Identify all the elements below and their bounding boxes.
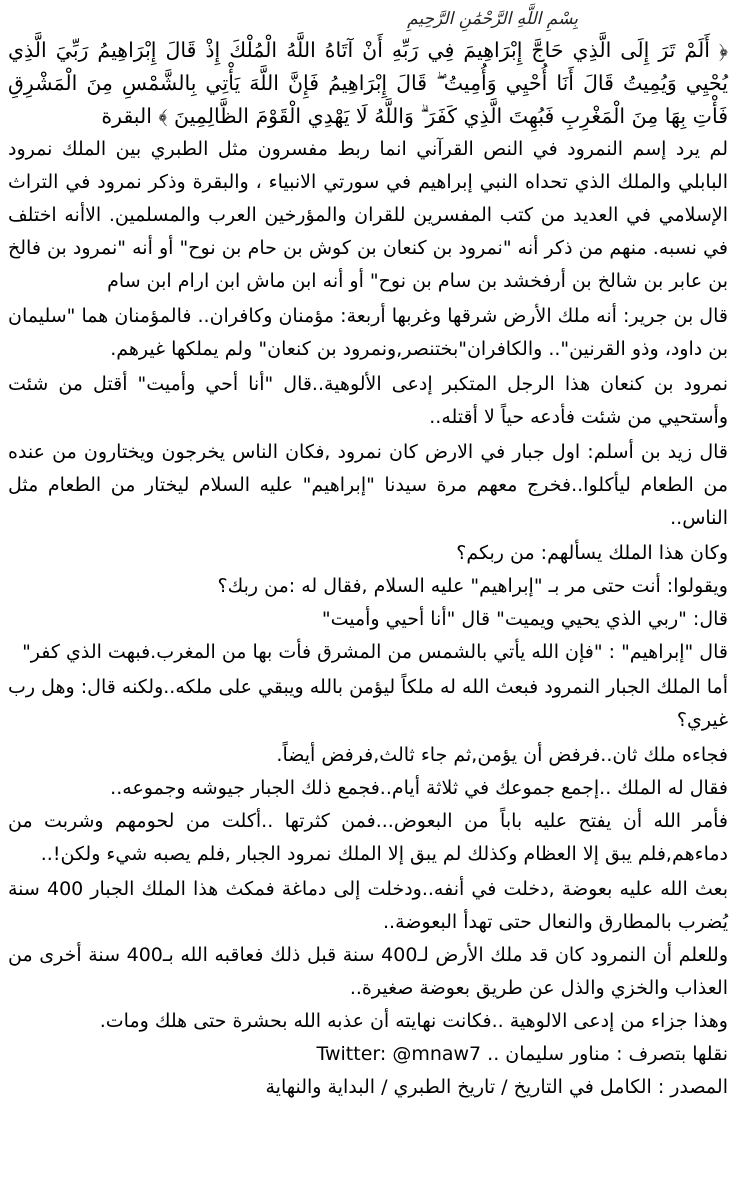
paragraph-zaid-ibn-aslam: قال زيد بن أسلم: اول جبار في الارض كان نمرود ,فكان الناس يخرجون ويختارون من عنده من الطعام ليأكلوا..فخرج معهم مرة سيدنا "إبراهيم" عليه السلام ليختار من الطعام مثل الناس.. — [8, 441, 728, 529]
paragraph-intro: لم يرد إسم النمرود في النص القرآني انما ربط مفسرون مثل الطبري بين الملك نمرود البابلي والملك الذي تحداه النبي إبراهيم في سورتي الانبياء ، والبقرة وذكر نمرود في التراث الإسلامي في العديد من كتب المفسرين للقران والمؤرخين العرب والمسلمين. الاأنه اختلف في نسبه. منهم من ذكر أنه "نمرود بن كنعان بن كوش بن حام بن نوح" أو أنه "نمرود بن فالخ بن عابر بن شالخ بن أرفخشد بن سام بن نوح" أو أنه ابن ماش ابن ارام ابن سام — [8, 138, 728, 292]
paragraph-conclusion: وهذا جزاء من إدعى الالوهية ..فكانت نهايته أن عذبه الله بحشرة حتى هلك ومات. — [99, 1010, 728, 1032]
paragraph-ibn-jarir: قال بن جرير: أنه ملك الأرض شرقها وغربها أربعة: مؤمنان وكافران.. فالمؤمنان هما "سليمان بن داود، وذو القرنين".. والكافران"بختنصر,ونمرود بن كنعان" ولم يملكها غيرهم. — [8, 305, 728, 360]
paragraph-second-angel: فجاءه ملك ثان..فرفض أن يؤمن,ثم جاء ثالث,فرفض أيضاً. — [276, 744, 728, 766]
credit-text: نقلها بتصرف : مناور سليمان .. Twitter: @mnaw7 — [316, 1043, 728, 1065]
paragraph-ibrahim-sun: قال "إبراهيم" : "فإن الله يأتي بالشمس من المشرق فأت بها من المغرب.فبهت الذي كفر" — [22, 641, 728, 663]
paragraph-they-say: ويقولوا: أنت حتى مر بـ "إبراهيم" عليه السلام ,فقال له :من ربك؟ — [217, 575, 728, 597]
basmala-header: بِسْمِ اللَّهِ الرَّحْمَٰنِ الرَّحِيمِ — [407, 9, 578, 29]
paragraph-first-angel: أما الملك الجبار النمرود فبعث الله له ملكاً ليؤمن بالله ويبقي على ملكه..ولكنه قال: وهل رب غيري؟ — [8, 676, 728, 731]
paragraph-king-asks: وكان هذا الملك يسألهم: من ربكم؟ — [456, 542, 728, 564]
paragraph-gather-armies: فقال له الملك ..إجمع جموعك في ثلاثة أيام..فجمع ذلك الجبار جيوشه وجموعه.. — [110, 777, 728, 799]
paragraph-ibrahim-answer: قال: "ربي الذي يحيي ويميت" قال "أنا أحيي وأميت" — [321, 608, 728, 630]
paragraph-nimrod-claim: نمرود بن كنعان هذا الرجل المتكبر إدعى الألوهية..قال "أنا أحي وأميت" أقتل من شئت وأستحيي من شئت فأدعه حياً لا أقتله.. — [8, 373, 728, 428]
paragraph-credit — [8, 1038, 728, 1071]
paragraph-mosquitoes: فأمر الله أن يفتح عليه باباً من البعوض...فمن كثرتها ..أكلت من لحومهم وشربت من دماءهم,فلم يبق إلا العظام وكذلك لم يبق إلا الملك نمرود الجبار ,فلم يصبه شيء ولكن!.. — [8, 810, 728, 865]
paragraph-one-mosquito: بعث الله عليه بعوضة ,دخلت في أنفه..ودخلت إلى دماغة فمكث هذا الملك الجبار 400 سنة يُضرب بالمطارق والنعال حتى تهدأ البعوضة.. — [8, 878, 728, 933]
paragraph-source: المصدر : الكامل في التاريخ / تاريخ الطبري / البداية والنهاية — [265, 1076, 728, 1098]
paragraph-400-years: وللعلم أن النمرود كان قد ملك الأرض لـ400 سنة قبل ذلك فعاقبه الله بـ400 سنة أخرى من العذاب والخزي والذل عن طريق بعوضة صغيرة.. — [8, 944, 728, 999]
quran-verse: ﴿ أَلَمْ تَرَ إِلَى الَّذِي حَاجَّ إِبْرَاهِيمَ فِي رَبِّهِ أَنْ آتَاهُ اللَّهُ الْمُلْكَ إِذْ قَالَ إِبْرَاهِيمُ رَبِّيَ الَّذِي يُحْيِي وَيُمِيتُ قَالَ أَنَا أُحْيِي وَأُمِيتُ ۖ قَالَ إِبْرَاهِيمُ فَإِنَّ اللَّهَ يَأْتِي بِالشَّمْسِ مِنَ الْمَشْرِقِ فَأْتِ بِهَا مِنَ الْمَغْرِبِ فَبُهِتَ الَّذِي كَفَرَ ۗ وَاللَّهُ لَا يَهْدِي الْقَوْمَ الظَّالِمِينَ ﴾ البقرة — [8, 38, 728, 128]
